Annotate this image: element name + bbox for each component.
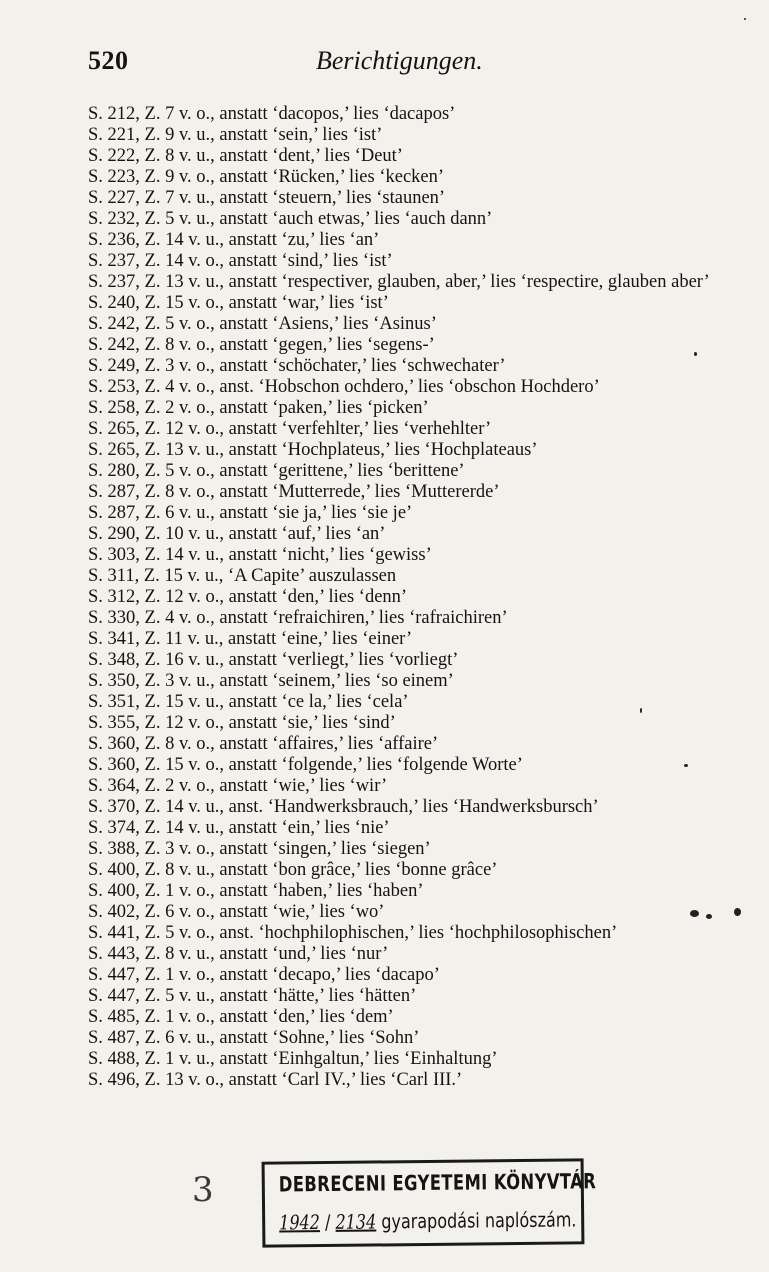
stamp-accession-line [279,1207,576,1234]
errata-entry: S. 487, Z. 6 v. u., anstatt ‘Sohne,’ lies ‘Sohn’ [88,1028,420,1048]
errata-entry: S. 258, Z. 2 v. o., anstatt ‘paken,’ lies ‘picken’ [88,398,429,418]
errata-entry: S. 330, Z. 4 v. o., anstatt ‘refraichiren,’ lies ‘rafraichiren’ [88,608,508,628]
errata-entry: S. 364, Z. 2 v. o., anstatt ‘wie,’ lies ‘wir’ [88,776,388,796]
errata-entry: S. 447, Z. 1 v. o., anstatt ‘decapo,’ lies ‘dacapo’ [88,965,440,985]
errata-entry: S. 360, Z. 8 v. o., anstatt ‘affaires,’ lies ‘affaire’ [88,734,439,754]
errata-entry: S. 341, Z. 11 v. u., anstatt ‘eine,’ lies ‘einer’ [88,629,413,649]
errata-entry: S. 400, Z. 8 v. u., anstatt ‘bon grâce,’ lies ‘bonne grâce’ [88,860,498,880]
errata-entry: S. 374, Z. 14 v. u., anstatt ‘ein,’ lies ‘nie’ [88,818,390,838]
pencil-mark: 3 [192,1170,214,1210]
errata-entry: S. 303, Z. 14 v. u., anstatt ‘nicht,’ lies ‘gewiss’ [88,545,432,565]
errata-entry: S. 237, Z. 13 v. u., anstatt ‘respectiver, glauben, aber,’ lies ‘respectire, glauben aber’ [88,272,710,292]
stamp-suffix: gyarapodási naplószám. [381,1207,577,1234]
errata-entry: S. 388, Z. 3 v. o., anstatt ‘singen,’ lies ‘siegen’ [88,839,431,859]
errata-entry: S. 242, Z. 5 v. o., anstatt ‘Asiens,’ lies ‘Asinus’ [88,314,437,334]
errata-entry: S. 348, Z. 16 v. u., anstatt ‘verliegt,’ lies ‘vorliegt’ [88,650,459,670]
errata-entry: S. 496, Z. 13 v. o., anstatt ‘Carl IV.,’ lies ‘Carl III.’ [88,1070,463,1090]
errata-entry: S. 221, Z. 9 v. u., anstatt ‘sein,’ lies ‘ist’ [88,125,383,145]
errata-entry: S. 236, Z. 14 v. u., anstatt ‘zu,’ lies ‘an’ [88,230,380,250]
ink-speck [706,914,712,919]
page-header [88,46,698,82]
errata-entry: S. 242, Z. 8 v. o., anstatt ‘gegen,’ lies ‘segens-’ [88,335,435,355]
errata-entry: S. 311, Z. 15 v. u., ‘A Capite’ auszulassen [88,566,397,586]
errata-entry: S. 265, Z. 13 v. u., anstatt ‘Hochplateus,’ lies ‘Hochplateaus’ [88,440,538,460]
ink-speck [734,908,741,916]
stamp-year: 1942 [279,1210,321,1235]
stamp-library-name: DEBRECENI EGYETEMI KÖNYVTÁR [278,1169,597,1197]
errata-entry: S. 223, Z. 9 v. o., anstatt ‘Rücken,’ lies ‘kecken’ [88,167,445,187]
ink-speck [690,910,699,917]
errata-entry: S. 253, Z. 4 v. o., anst. ‘Hobschon ochdero,’ lies ‘obschon Hochdero’ [88,377,600,397]
errata-entry: S. 280, Z. 5 v. o., anstatt ‘gerittene,’ lies ‘berittene’ [88,461,465,481]
errata-entry: S. 287, Z. 8 v. o., anstatt ‘Mutterrede,’ lies ‘Muttererde’ [88,482,500,502]
stamp-separator: / [324,1209,336,1235]
errata-entry: S. 350, Z. 3 v. u., anstatt ‘seinem,’ lies ‘so einem’ [88,671,454,691]
errata-entry: S. 312, Z. 12 v. o., anstatt ‘den,’ lies ‘denn’ [88,587,408,607]
errata-entry: S. 370, Z. 14 v. u., anst. ‘Handwerksbrauch,’ lies ‘Handwerksbursch’ [88,797,599,817]
errata-entry: S. 402, Z. 6 v. o., anstatt ‘wie,’ lies ‘wo’ [88,902,385,922]
errata-entry: S. 400, Z. 1 v. o., anstatt ‘haben,’ lies ‘haben’ [88,881,424,901]
errata-entry: S. 443, Z. 8 v. u., anstatt ‘und,’ lies ‘nur’ [88,944,389,964]
errata-entry: S. 441, Z. 5 v. o., anst. ‘hochphilophischen,’ lies ‘hochphilosophischen’ [88,923,618,943]
errata-entry: S. 227, Z. 7 v. u., anstatt ‘steuern,’ lies ‘staunen’ [88,188,446,208]
ink-speck [744,18,746,20]
errata-entry: S. 232, Z. 5 v. u., anstatt ‘auch etwas,’ lies ‘auch dann’ [88,209,493,229]
errata-entry: S. 351, Z. 15 v. u., anstatt ‘ce la,’ lies ‘cela’ [88,692,409,712]
errata-entry: S. 287, Z. 6 v. u., anstatt ‘sie ja,’ lies ‘sie je’ [88,503,413,523]
errata-entry: S. 265, Z. 12 v. o., anstatt ‘verfehlter,’ lies ‘verhehlter’ [88,419,492,439]
running-head: Berichtigungen. [316,46,483,75]
errata-entry: S. 249, Z. 3 v. o., anstatt ‘schöchater,’ lies ‘schwechater’ [88,356,506,376]
library-stamp [262,1158,597,1247]
page-number: 520 [88,46,129,75]
errata-entry: S. 355, Z. 12 v. o., anstatt ‘sie,’ lies ‘sind’ [88,713,396,733]
errata-entry: S. 488, Z. 1 v. u., anstatt ‘Einhgaltun,’ lies ‘Einhaltung’ [88,1049,498,1069]
ink-speck [684,764,688,767]
errata-list [88,104,728,1091]
ink-speck [640,708,642,713]
errata-entry: S. 485, Z. 1 v. o., anstatt ‘den,’ lies ‘dem’ [88,1007,394,1027]
stamp-number: 2134 [335,1209,377,1234]
errata-entry: S. 222, Z. 8 v. u., anstatt ‘dent,’ lies ‘Deut’ [88,146,403,166]
errata-entry: S. 447, Z. 5 v. u., anstatt ‘hätte,’ lies ‘hätten’ [88,986,417,1006]
errata-entry: S. 360, Z. 15 v. o., anstatt ‘folgende,’ lies ‘folgende Worte’ [88,755,523,775]
errata-entry: S. 237, Z. 14 v. o., anstatt ‘sind,’ lies ‘ist’ [88,251,393,271]
errata-entry: S. 240, Z. 15 v. o., anstatt ‘war,’ lies ‘ist’ [88,293,389,313]
errata-entry: S. 212, Z. 7 v. o., anstatt ‘dacopos,’ lies ‘dacapos’ [88,104,456,124]
errata-entry: S. 290, Z. 10 v. u., anstatt ‘auf,’ lies ‘an’ [88,524,386,544]
ink-speck [694,352,697,356]
